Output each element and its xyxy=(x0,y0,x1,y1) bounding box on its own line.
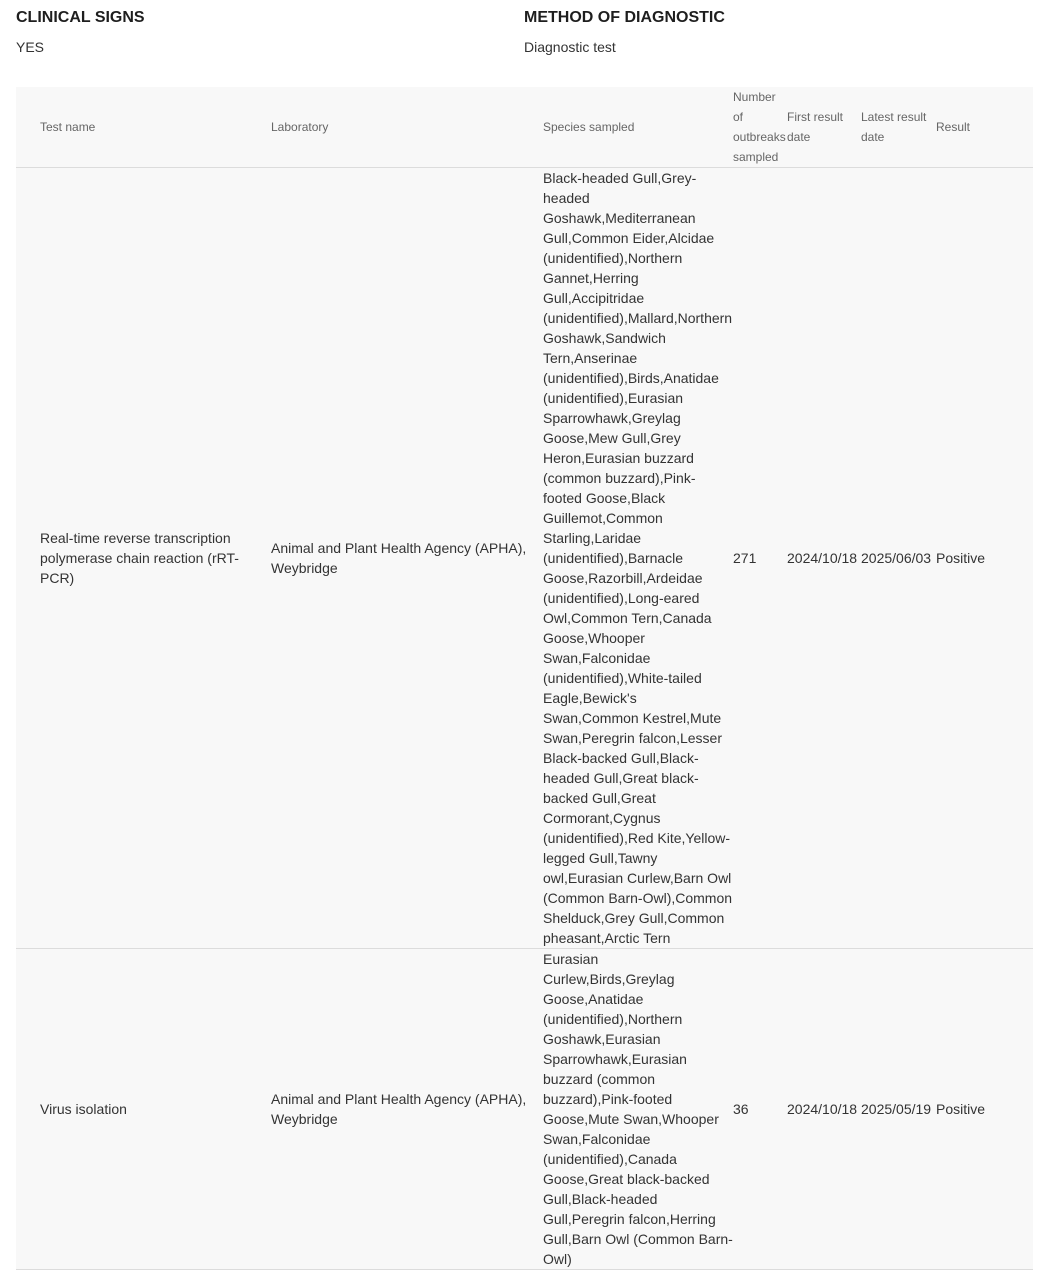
clinical-signs-section xyxy=(16,8,145,56)
column-header-number-of-outbreaks: Number of outbreaks sampled xyxy=(733,87,787,168)
table-body xyxy=(16,168,1033,1270)
table-header-row xyxy=(16,87,1033,168)
cell-species-sampled: Black-headed Gull,Grey-headed Goshawk,Mediterranean Gull,Common Eider,Alcidae (unidentified),Northern Gannet,Herring Gull,Accipitridae (unidentified),Mallard,Northern Goshawk,Sandwich Tern,Anserinae (unidentified),Birds,Anatidae (unidentified),Eurasian Sparrowhawk,Greylag Goose,Mew Gull,Grey Heron,Eurasian buzzard (common buzzard),Pink-footed Goose,Black Guillemot,Common Starling,Laridae (unidentified),Barnacle Goose,Razorbill,Ardeidae (unidentified),Long-eared Owl,Common Tern,Canada Goose,Whooper Swan,Falconidae (unidentified),White-tailed Eagle,Bewick's Swan,Common Kestrel,Mute Swan,Peregrin falcon,Lesser Black-backed Gull,Black-headed Gull,Great black-backed Gull,Great Cormorant,Cygnus (unidentified),Red Kite,Yellow-legged Gull,Tawny owl,Eurasian Curlew,Barn Owl (Common Barn-Owl),Common Shelduck,Grey Gull,Common pheasant,Arctic Tern xyxy=(543,168,733,949)
column-header-laboratory: Laboratory xyxy=(271,87,543,168)
clinical-signs-label: CLINICAL SIGNS xyxy=(16,9,145,26)
diagnostic-tests-table xyxy=(16,87,1033,1270)
cell-number-of-outbreaks: 271 xyxy=(733,168,787,949)
cell-latest-result-date: 2025/05/19 xyxy=(861,949,936,1270)
cell-result: Positive xyxy=(936,168,1033,949)
method-of-diagnostic-section xyxy=(524,8,725,56)
method-of-diagnostic-label: METHOD OF DIAGNOSTIC xyxy=(524,9,725,26)
cell-test-name: Virus isolation xyxy=(16,949,271,1270)
table-header xyxy=(16,87,1033,168)
cell-first-result-date: 2024/10/18 xyxy=(787,949,861,1270)
column-header-latest-result-date: Latest result date xyxy=(861,87,936,168)
table-row xyxy=(16,168,1033,949)
column-header-test-name: Test name xyxy=(16,87,271,168)
clinical-signs-value: YES xyxy=(16,39,45,55)
method-of-diagnostic-value: Diagnostic test xyxy=(524,39,616,55)
cell-laboratory: Animal and Plant Health Agency (APHA), Weybridge xyxy=(271,949,543,1270)
cell-species-sampled: Eurasian Curlew,Birds,Greylag Goose,Anatidae (unidentified),Northern Goshawk,Eurasian Sparrowhawk,Eurasian buzzard (common buzzard),Pink-footed Goose,Mute Swan,Whooper Swan,Falconidae (unidentified),Canada Goose,Great black-backed Gull,Black-headed Gull,Peregrin falcon,Herring Gull,Barn Owl (Common Barn-Owl) xyxy=(543,949,733,1270)
column-header-result: Result xyxy=(936,87,1033,168)
cell-laboratory: Animal and Plant Health Agency (APHA), Weybridge xyxy=(271,168,543,949)
cell-number-of-outbreaks: 36 xyxy=(733,949,787,1270)
diagnostic-tests-table-wrapper xyxy=(16,87,1033,1270)
table-row xyxy=(16,949,1033,1270)
cell-latest-result-date: 2025/06/03 xyxy=(861,168,936,949)
column-header-species-sampled: Species sampled xyxy=(543,87,733,168)
cell-test-name: Real-time reverse transcription polymerase chain reaction (rRT-PCR) xyxy=(16,168,271,949)
column-header-first-result-date: First result date xyxy=(787,87,861,168)
cell-result: Positive xyxy=(936,949,1033,1270)
cell-first-result-date: 2024/10/18 xyxy=(787,168,861,949)
